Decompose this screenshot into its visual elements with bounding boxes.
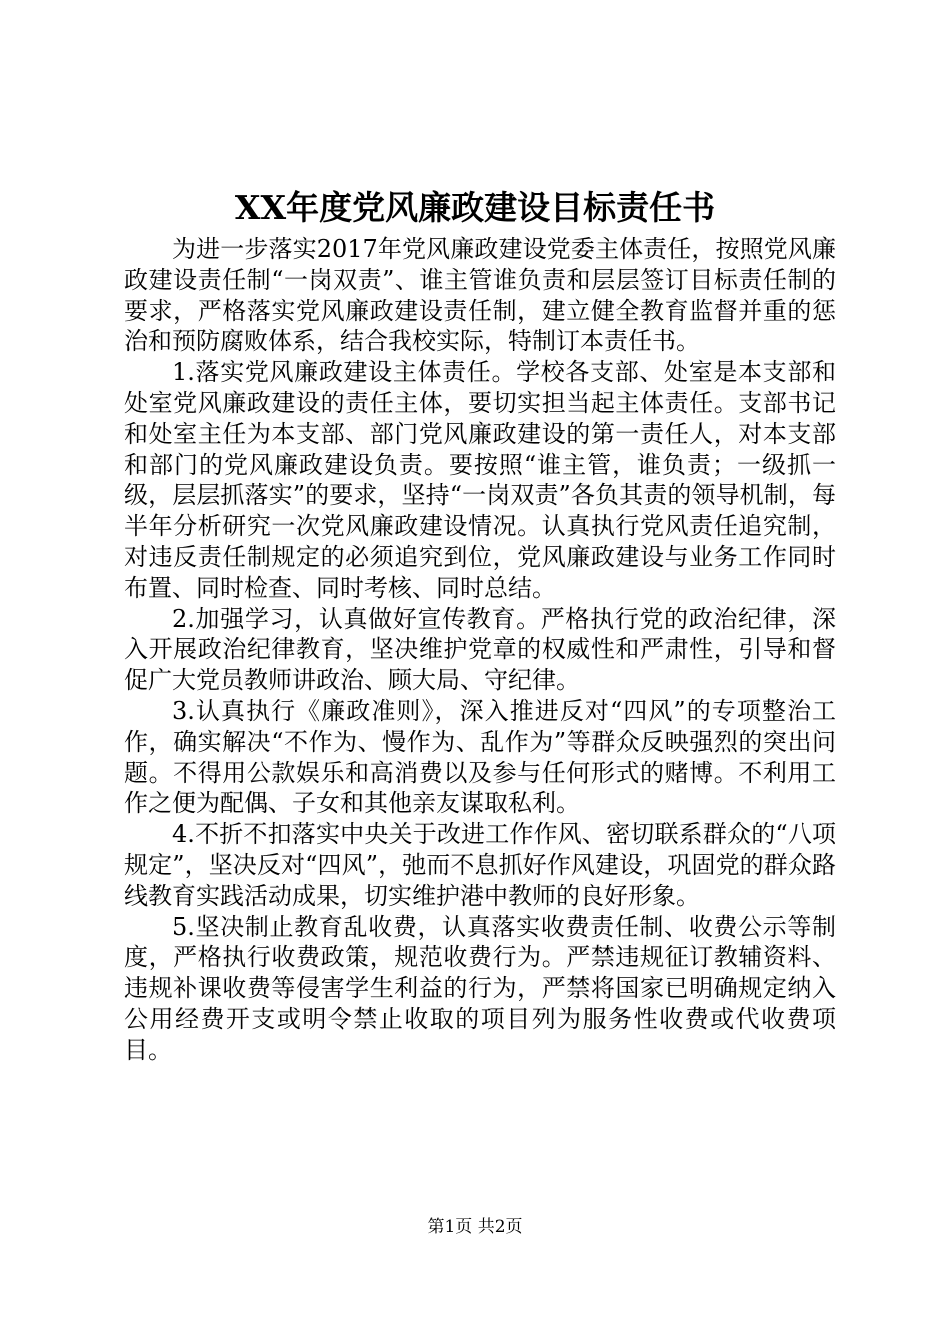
item-paragraph-5: 5.坚决制止教育乱收费，认真落实收费责任制、收费公示等制度，严格执行收费政策，规范收费行为。严禁违规征订教辅资料、违规补课收费等侵害学生利益的行为，严禁将国家已明确规定纳入公用经费开支或明令禁止收取的项目列为服务性收费或代收费项目。 [124,912,836,1064]
item-paragraph-1: 1.落实党风廉政建设主体责任。学校各支部、处室是本支部和处室党风廉政建设的责任主体，要切实担当起主体责任。支部书记和处室主任为本支部、部门党风廉政建设的第一责任人，对本支部和部门的党风廉政建设负责。要按照“谁主管，谁负责；一级抓一级，层层抓落实”的要求，坚持“一岗双责”各负其责的领导机制，每半年分析研究一次党风廉政建设情况。认真执行党风责任追究制，对违反责任制规定的必须追究到位，党风廉政建设与业务工作同时布置、同时检查、同时考核、同时总结。 [124,358,836,602]
item-paragraph-2: 2.加强学习，认真做好宣传教育。严格执行党的政治纪律，深入开展政治纪律教育，坚决维护党章的权威性和严肃性，引导和督促广大党员教师讲政治、顾大局、守纪律。 [124,604,836,695]
document-title: XX年度党风廉政建设目标责任书 [234,188,716,227]
item-paragraph-4: 4.不折不扣落实中央关于改进工作作风、密切联系群众的“八项规定”，坚决反对“四风”，弛而不息抓好作风建设，巩固党的群众路线教育实践活动成果，切实维护港中教师的良好形象。 [124,820,836,910]
page-footer: 第1页 共2页 [427,1217,523,1237]
intro-paragraph: 为进一步落实2017年党风廉政建设党委主体责任，按照党风廉政建设责任制“一岗双责”、谁主管谁负责和层层签订目标责任制的要求，严格落实党风廉政建设责任制，建立健全教育监督并重的惩治和预防腐败体系，结合我校实际，特制订本责任书。 [124,235,836,356]
document-body [124,234,836,1066]
item-paragraph-3: 3.认真执行《廉政准则》，深入推进反对“四风”的专项整治工作，确实解决“不作为、慢作为、乱作为”等群众反映强烈的突出问题。不得用公款娱乐和高消费以及参与任何形式的赌博。不利用工作之便为配偶、子女和其他亲友谋取私利。 [124,696,836,818]
